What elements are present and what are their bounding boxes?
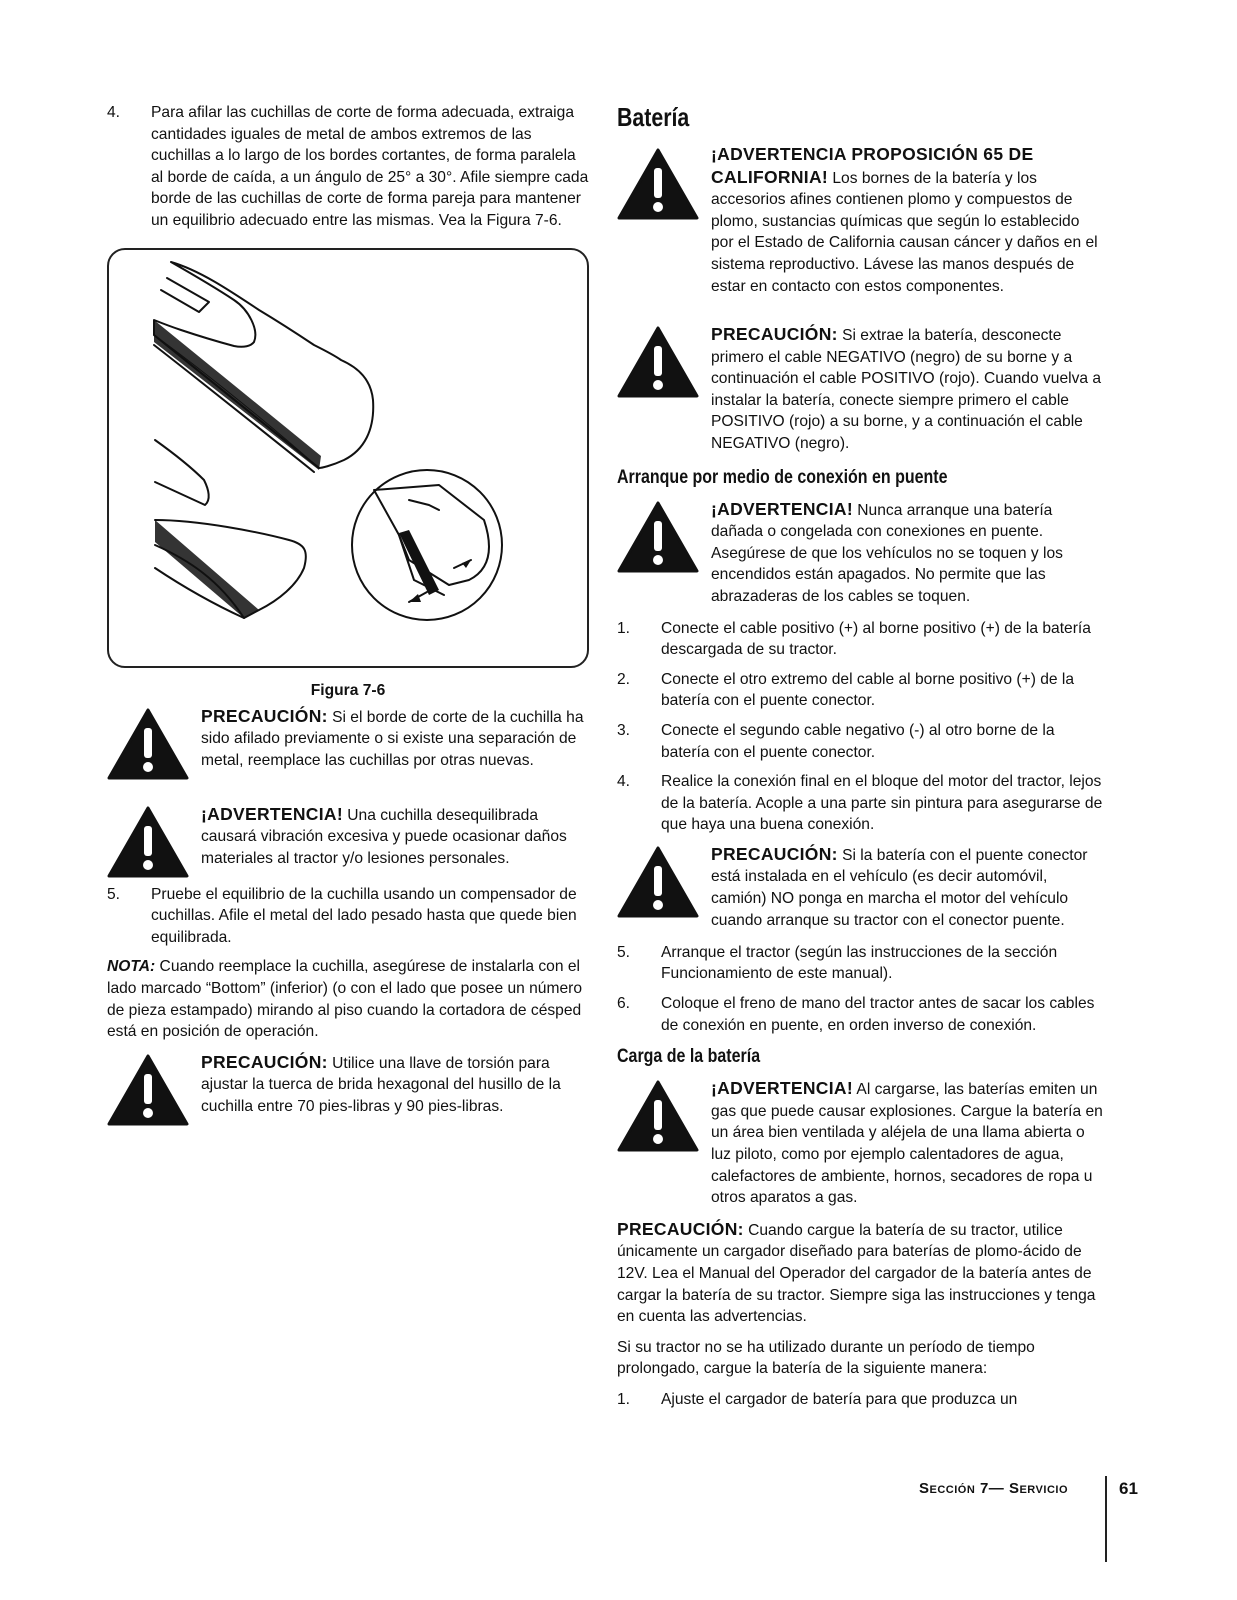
warning-text: Una cuchilla desequilibrada causará vibración excesiva y puede ocasionar daños materiales al tractor y/o lesiones personales. (201, 806, 567, 867)
list-number: 2. (617, 670, 631, 688)
caution-text: Si el borde de corte de la cuchilla ha sido afilado previamente o si existe una separación de metal, reemplace las cuchillas por otras nuevas. (201, 708, 584, 769)
list-text: Conecte el cable positivo (+) al borne positivo (+) de la batería descargada de su tractor. (661, 619, 1091, 659)
warning-triangle-icon (617, 1080, 699, 1152)
caution-label: PRECAUCIÓN: (201, 1051, 328, 1072)
page-footer (860, 1476, 1150, 1562)
warning-block (617, 499, 1105, 608)
footer-section-label: Sección 7— Servicio (919, 1480, 1068, 1497)
caution-label: PRECAUCIÓN: (617, 1218, 744, 1239)
paragraph: Si su tractor no se ha utilizado durante un período de tiempo prolongado, cargue la batería de la siguiente manera: (617, 1338, 1035, 1378)
list-item (107, 884, 589, 949)
list-number: 5. (107, 885, 121, 903)
right-column (617, 102, 1105, 1419)
warning-block (617, 1078, 1105, 1209)
list-item (617, 942, 1105, 985)
page-number: 61 (1119, 1479, 1138, 1498)
caution-text: Cuando cargue la batería de su tractor, utilice únicamente un cargador diseñado para baterías de plomo-ácido de 12V. Lea el Manual del Operador del cargador de la batería antes de cargar la batería de su tractor. Siempre siga las instrucciones y tenga en cuenta las advertencias. (617, 1221, 1096, 1326)
caution-block (617, 844, 1105, 932)
caution-text: Si la batería con el puente conector está instalada en el vehículo (es decir automóvil, camión) NO ponga en marcha el motor del vehículo cuando arranque su tractor con el conector puente. (711, 846, 1088, 929)
note-text: Cuando reemplace la cuchilla, asegúrese de instalarla con el lado marcado “Bottom” (inferior) (o con el lado que posee un número de pieza estampado) mirando al piso cuando la cortadora de césped está en posición de operación. (107, 958, 582, 1041)
warning-triangle-icon (617, 326, 699, 398)
list-text: Conecte el otro extremo del cable al borne positivo (+) de la batería con el puente conector. (661, 670, 1075, 710)
caution-label: PRECAUCIÓN: (711, 324, 838, 344)
caution-block (617, 324, 1105, 455)
list-text: Coloque el freno de mano del tractor antes de sacar los cables de conexión en puente, en orden inverso de conexión. (661, 995, 1095, 1034)
caution-label: PRECAUCIÓN: (711, 843, 838, 864)
list-number: 3. (617, 721, 631, 739)
warning-label: ¡ADVERTENCIA PROPOSICIÓN 65 DE CALIFORNIA! (711, 144, 1034, 187)
list-item (617, 993, 1105, 1036)
list-item (617, 1389, 1105, 1411)
list-number: 4. (107, 104, 121, 121)
left-column (107, 102, 589, 1150)
list-number: 6. (617, 995, 631, 1013)
list-number: 5. (617, 943, 631, 961)
list-text: Conecte el segundo cable negativo (-) al otro borne de la batería con el puente conector. (661, 721, 1055, 761)
figure-caption: Figura 7-6 (310, 681, 386, 699)
list-item (617, 669, 1105, 712)
warning-text: Al cargarse, las baterías emiten un gas que puede causar explosiones. Cargue la batería en un área bien ventilada y aléjela de una llama abierta o luz piloto, como por ejemplo calentadores de agua, calefactores de ambiente, hornos, secadores de ropa u otros aparatos a gas. (711, 1081, 1103, 1207)
warning-text: Nunca arranque una batería dañada o congelada con conexiones en puente. Asegúrese de que los vehículos no se toquen y los encendidos están apagados. No permite que las abrazaderas de los cables se toquen. (711, 501, 1063, 605)
list-item (617, 720, 1105, 763)
warning-triangle-icon (617, 501, 699, 573)
list-text: Pruebe el equilibrio de la cuchilla usando un compensador de cuchillas. Afile el metal del lado pesado hasta que quede bien equilibrada. (151, 885, 577, 946)
warning-triangle-icon (617, 148, 699, 220)
warning-label: ¡ADVERTENCIA! (711, 498, 853, 519)
list-text: Para afilar las cuchillas de corte de forma adecuada, extraiga cantidades iguales de metal de ambos extremos de las cuchillas a lo largo de los bordes cortantes, de forma paralela al borde de caída, a un ángulo de 25° a 30°. Afile siempre cada borde de las cuchillas de corte de forma pareja para mantener un equilibrio adecuado entre las mismas. Vea la Figura 7-6. (151, 104, 589, 229)
note-label: NOTA: (107, 958, 156, 976)
section-title: Batería (617, 102, 690, 132)
subsection-title: Carga de la batería (617, 1045, 761, 1068)
list-number: 1. (617, 619, 631, 637)
warning-block (617, 144, 1105, 314)
warning-triangle-icon (617, 846, 699, 918)
footer-divider (1105, 1476, 1107, 1562)
blade-sharpening-illustration (109, 250, 587, 666)
caution-text: Si extrae la batería, desconecte primero el cable NEGATIVO (negro) de su borne y a continuación el cable POSITIVO (rojo). Cuando vuelva a instalar la batería, conecte siempre primero el cable POSITIVO (rojo) a su borne, y a continuación el cable NEGATIVO (negro). (711, 327, 1102, 452)
list-item (617, 771, 1105, 836)
list-text: Ajuste el cargador de batería para que produzca un (661, 1390, 1018, 1408)
list-text: Realice la conexión final en el bloque del motor del tractor, lejos de la batería. Acople a una parte sin pintura para asegurarse de que haya una buena conexión. (661, 773, 1103, 834)
caution-text: Utilice una llave de torsión para ajustar la tuerca de brida hexagonal del husillo de la cuchilla entre 70 pies-libras y 90 pies-libras. (201, 1054, 561, 1115)
caution-block (107, 706, 589, 794)
caution-block (107, 1052, 589, 1140)
warning-block (107, 804, 589, 874)
list-item (617, 618, 1105, 661)
warning-label: ¡ADVERTENCIA! (201, 803, 343, 824)
warning-triangle-icon (107, 806, 189, 878)
caution-label: PRECAUCIÓN: (201, 705, 328, 726)
note-paragraph (107, 956, 589, 1042)
figure-7-6 (107, 248, 589, 668)
warning-text: Los bornes de la batería y los accesorios afines contienen plomo y compuestos de plomo, sustancias químicas que según lo establecido por el Estado de California causan cáncer y daños en el sistema reproductivo. Lávese las manos después de estar en contacto con estos componentes. (711, 169, 1098, 295)
subsection-title: Arranque por medio de conexión en puente (617, 465, 948, 488)
list-text: Arranque el tractor (según las instrucciones de la sección Funcionamiento de este manual). (661, 943, 1058, 983)
warning-triangle-icon (107, 708, 189, 780)
caution-paragraph (617, 1219, 1105, 1328)
warning-triangle-icon (107, 1054, 189, 1126)
warning-label: ¡ADVERTENCIA! (711, 1078, 853, 1099)
list-number: 4. (617, 773, 631, 791)
list-number: 1. (617, 1390, 631, 1408)
list-item (107, 102, 589, 232)
